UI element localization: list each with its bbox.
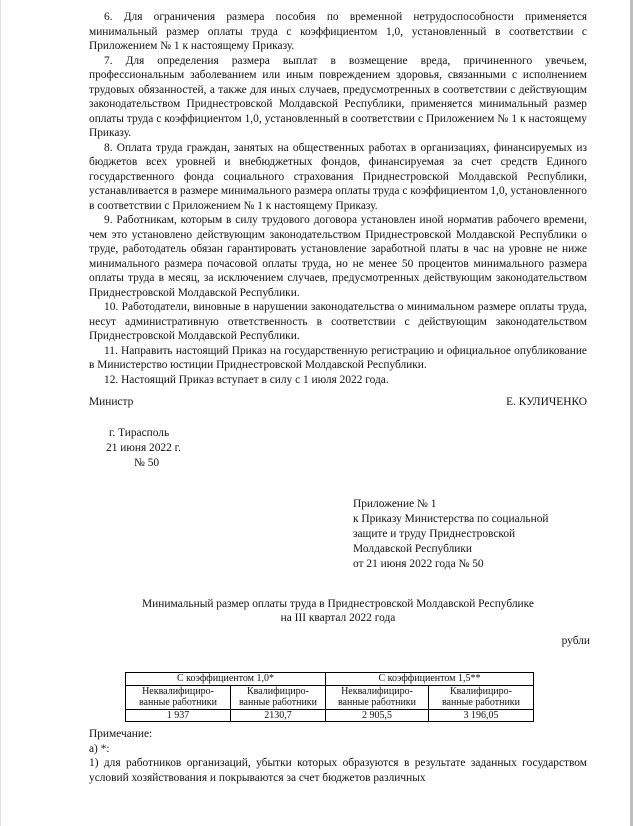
appendix-line: Приложение № 1 <box>353 497 437 510</box>
paragraph-10: 10. Работодатели, виновные в нарушении законодательства о минимальном размере оплаты труда, несут административную ответственность в соответствии с действующим законодательством Приднестровской Молдавской Республики. <box>89 301 587 342</box>
document-body <box>89 10 590 649</box>
table-row <box>126 685 534 709</box>
table-cell: 2 905,5 <box>326 709 429 722</box>
column-header: Неквалифициро- ванные работники <box>126 685 231 709</box>
table-row <box>126 673 534 686</box>
paragraph-7: 7. Для определения размера выплат в возмещение вреда, причиненного увечьем, профессиональным заболеванием или иным повреждением здоровья, связанными с исполнением трудовых обязанностей, а также для иных случаев, предусмотренных в соответствии с действующим законодательством Приднестровской Молдавской Республики, применяется минимальный размер оплаты труда с коэффициентом 1,0, установленный в соответствии с Приложением № 1 к настоящему Приказу. <box>89 54 587 139</box>
note-item-1: 1) для работников организаций, убытки которых образуются в результате заданных государством условий хозяйствования и покрываются за счет бюджетов различных <box>89 757 587 784</box>
appendix-line: от 21 июня 2022 года № 50 <box>353 557 484 570</box>
appendix-line: защите и труду Приднестровской <box>353 527 516 540</box>
city: г. Тирасполь <box>109 426 170 439</box>
signature-block <box>89 395 587 410</box>
paragraph-8: 8. Оплата труда граждан, занятых на общественных работах в организациях, финансируемых из бюджетов всех уровней и внебюджетных фондов, финансируемая за счет средств Единого государственного фонда социального страхования Приднестровской Молдавской Республики, устанавливается в размере минимального размера оплаты труда с коэффициентом 1,0, установленного в соответствии с Приложением № 1 к настоящему Приказу. <box>89 141 587 212</box>
table-cell: 2130,7 <box>231 709 326 722</box>
order-number: № 50 <box>134 456 160 469</box>
table-title <box>89 597 587 626</box>
paragraph-9: 9. Работникам, которым в силу трудового договора установлен иной норматив рабочего времени, чем это установлено действующим законодательством Приднестровской Молдавской Республики о труде, работодатель обязан гарантировать установление заработной платы в час на уровне не ниже минимального размера почасовой оплаты труда, но не менее 50 процентов минимального размера оплаты труда в месяц, за исключением случаев, предусмотренных действующим законодательством Приднестровской Молдавской Республики. <box>89 214 587 299</box>
note-item-a: а) *: <box>89 742 110 755</box>
notes-block <box>89 727 587 785</box>
units-label: рубли <box>561 634 590 647</box>
units-label-row <box>89 634 590 649</box>
appendix-header <box>353 497 587 572</box>
order-date: 21 июня 2022 г. <box>106 441 181 454</box>
table-cell: 1 937 <box>126 709 231 722</box>
title-line: Минимальный размер оплаты труда в Приднестровской Молдавской Республике <box>142 597 534 610</box>
signatory-position: Министр <box>89 396 134 408</box>
column-header: Квалифициро- ванные работники <box>231 685 326 709</box>
page-edge-left <box>0 0 1 826</box>
column-header: Квалифициро- ванные работники <box>429 685 534 709</box>
group-header: С коэффициентом 1,0* <box>126 673 326 686</box>
appendix-line: Молдавской Республики <box>353 542 473 555</box>
appendix-line: к Приказу Министерства по социальной <box>353 512 549 525</box>
column-header: Неквалифициро- ванные работники <box>326 685 429 709</box>
group-header: С коэффициентом 1,5** <box>326 673 534 686</box>
signatory-name: Е. КУЛИЧЕНКО <box>506 396 587 408</box>
table-cell: 3 196,05 <box>429 709 534 722</box>
minimum-wage-table <box>125 672 534 722</box>
paragraph-11: 11. Направить настоящий Приказ на государственную регистрацию и официальное опубликование в Министерство юстиции Приднестровской Молдавской Республики. <box>89 344 587 371</box>
table-row <box>126 709 534 722</box>
title-line: на III квартал 2022 года <box>280 612 396 624</box>
paragraph-12: 12. Настоящий Приказ вступает в силу с 1 июля 2022 года. <box>104 373 389 386</box>
notes-heading: Примечание: <box>89 728 153 740</box>
paragraph-6: 6. Для ограничения размера пособия по временной нетрудоспособности применяется минимальный размер оплаты труда с коэффициентом 1,0, установленный в соответствии с Приложением № 1 к настоящему Приказу. <box>89 11 587 52</box>
place-date-block <box>106 426 587 471</box>
